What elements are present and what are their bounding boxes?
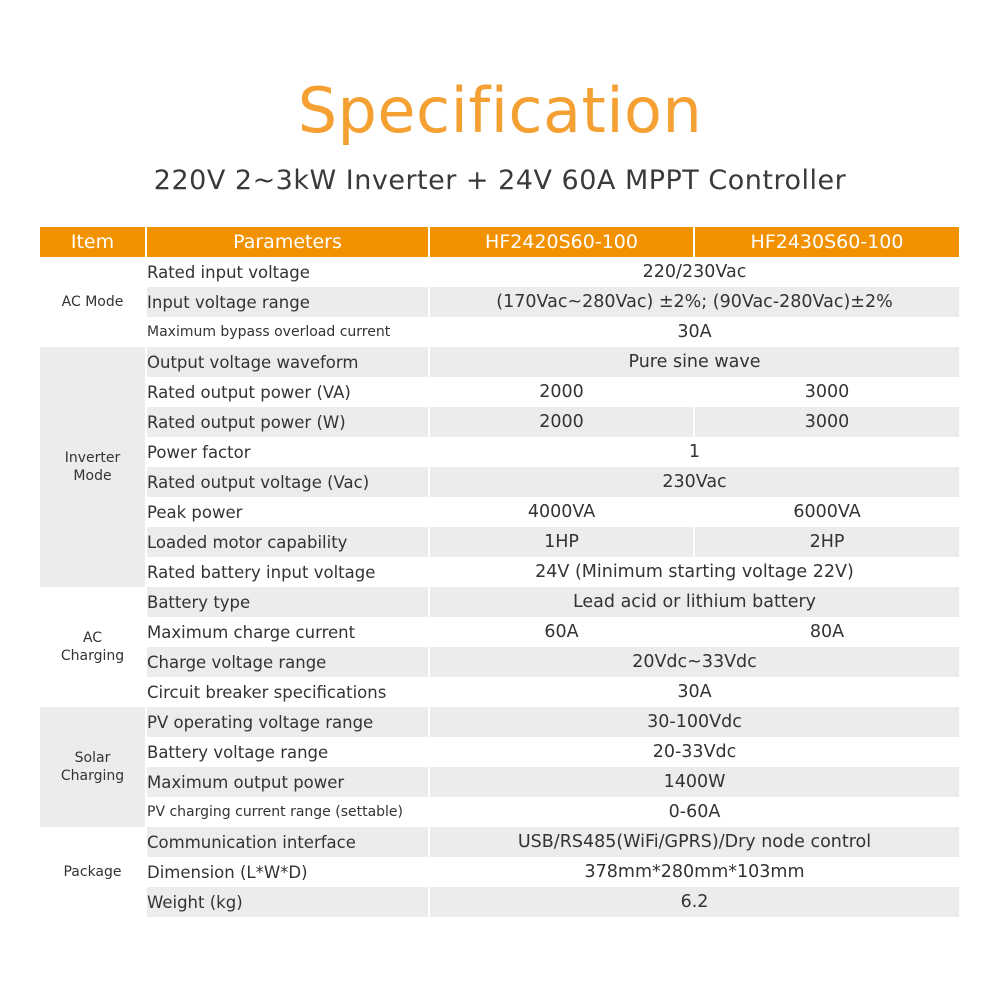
spec-table [40, 227, 959, 917]
param-label: Peak power [146, 497, 429, 527]
table-row [40, 797, 959, 827]
table-row [40, 617, 959, 647]
param-value: 30-100Vdc [429, 707, 959, 737]
param-label: Power factor [146, 437, 429, 467]
param-value: Lead acid or lithium battery [429, 587, 959, 617]
header-model-2420: HF2420S60-100 [429, 227, 694, 257]
param-value: 0-60A [668, 802, 721, 822]
param-value: 30A [677, 682, 712, 702]
value-model-2430: 3000 [804, 382, 850, 402]
param-label: Communication interface [146, 827, 429, 857]
param-value: 20-33Vdc [652, 742, 737, 762]
table-row [40, 737, 959, 767]
param-label: Charge voltage range [146, 647, 429, 677]
group-package: Package [40, 827, 146, 917]
table-row [40, 407, 959, 437]
param-value: 220/230Vac [642, 262, 747, 282]
param-label: PV charging current range (settable) [146, 797, 429, 827]
header-item: Item [40, 227, 146, 257]
table-row [40, 467, 959, 497]
param-value: 1 [688, 442, 701, 462]
value-model-2420: 1HP [429, 527, 694, 557]
table-row [40, 677, 959, 707]
param-value: 6.2 [429, 887, 959, 917]
table-row [40, 557, 959, 587]
param-value: 230Vac [429, 467, 959, 497]
param-label: Battery voltage range [146, 737, 429, 767]
group-inverter-mode: Inverter Mode [40, 347, 146, 587]
param-label: Rated input voltage [146, 257, 429, 287]
param-value: (170Vac~280Vac) ±2%; (90Vac-280Vac)±2% [429, 287, 959, 317]
param-value: USB/RS485(WiFi/GPRS)/Dry node control [429, 827, 959, 857]
param-value: 1400W [429, 767, 959, 797]
value-model-2420: 2000 [429, 407, 694, 437]
param-label: Maximum bypass overload current [146, 317, 429, 347]
table-row [40, 437, 959, 467]
table-row [40, 857, 959, 887]
param-label: Weight (kg) [146, 887, 429, 917]
value-model-2430: 3000 [694, 407, 959, 437]
table-header-row [40, 227, 959, 257]
table-row [40, 527, 959, 557]
table-row [40, 887, 959, 917]
param-value: 20Vdc~33Vdc [429, 647, 959, 677]
value-model-2430: 6000VA [793, 502, 861, 522]
group-ac-charging: AC Charging [40, 587, 146, 707]
param-label: Maximum output power [146, 767, 429, 797]
param-label: Input voltage range [146, 287, 429, 317]
param-value: Pure sine wave [429, 347, 959, 377]
table-row [40, 647, 959, 677]
table-row [40, 317, 959, 347]
page-subtitle: 220V 2~3kW Inverter + 24V 60A MPPT Controller [153, 165, 847, 196]
header-model-2430: HF2430S60-100 [694, 227, 959, 257]
param-label: Maximum charge current [146, 617, 429, 647]
table-row [40, 287, 959, 317]
param-label: Rated output voltage (Vac) [146, 467, 429, 497]
group-solar-charging: Solar Charging [40, 707, 146, 827]
header-parameters: Parameters [146, 227, 429, 257]
table-row [40, 497, 959, 527]
value-model-2420: 4000VA [429, 497, 694, 527]
table-row [40, 347, 959, 377]
param-label: Rated output power (VA) [146, 377, 429, 407]
table-row [40, 377, 959, 407]
value-model-2430: 2HP [694, 527, 959, 557]
page-title: Specification [297, 74, 703, 147]
param-value: 378mm*280mm*103mm [584, 862, 805, 882]
param-label: Dimension (L*W*D) [146, 857, 429, 887]
param-label: Rated output power (W) [146, 407, 429, 437]
group-ac-mode: AC Mode [40, 257, 146, 347]
param-label: Output voltage waveform [146, 347, 429, 377]
param-label: Rated battery input voltage [146, 557, 429, 587]
param-value: 30A [677, 322, 712, 342]
value-model-2420: 60A [429, 617, 694, 647]
param-label: PV operating voltage range [146, 707, 429, 737]
value-model-2430: 80A [809, 622, 845, 642]
param-label: Loaded motor capability [146, 527, 429, 557]
param-label: Circuit breaker specifications [146, 677, 429, 707]
table-row [40, 707, 959, 737]
value-model-2420: 2000 [429, 377, 694, 407]
table-row [40, 767, 959, 797]
param-label: Battery type [146, 587, 429, 617]
table-row [40, 587, 959, 617]
table-row [40, 257, 959, 287]
param-value: 24V (Minimum starting voltage 22V) [535, 562, 854, 582]
table-row [40, 827, 959, 857]
